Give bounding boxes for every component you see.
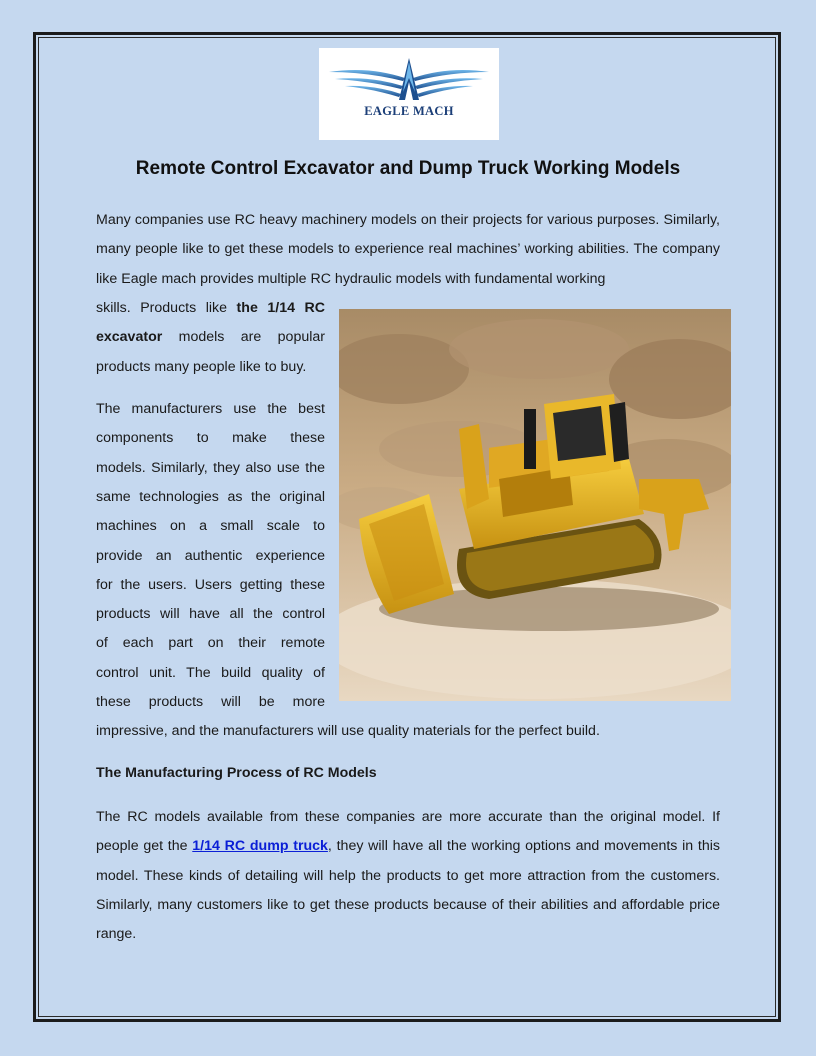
manufacturers-paragraph-end: impressive, and the manufacturers will use quality materials for the perfect build. [96, 723, 600, 739]
excavator-highlight: the 1/14 RC [236, 300, 325, 316]
intro-continuation-line-1: skills. Products like the 1/14 RC [96, 300, 325, 316]
manufacturers-paragraph-line: these products will be more [96, 694, 325, 710]
eagle-wings-icon [319, 48, 499, 140]
page-title: Remote Control Excavator and Dump Truck Working Models [135, 158, 681, 179]
manufacturers-paragraph-line: models. Similarly, they also use the [96, 459, 325, 476]
manufacturers-paragraph-line: provide an authentic experience [96, 547, 325, 564]
manufacturers-paragraph-line: of each part on their remote [96, 635, 325, 652]
eagle-mach-logo [319, 48, 499, 140]
dump-truck-link[interactable]: 1/14 RC dump truck [192, 838, 328, 855]
manufacturers-paragraph-line: same technologies as the original [96, 488, 325, 505]
manufacturers-paragraph-line: machines on a small scale to [96, 518, 325, 535]
manufacturers-paragraph-line: components to make these [96, 430, 325, 447]
manufacturers-paragraph-line: control unit. The build quality of [96, 664, 325, 681]
logo-text: EAGLE MACH [364, 104, 454, 118]
manufacturers-paragraph-line: The manufacturers use the best [96, 401, 325, 417]
intro-paragraph: Many companies use RC heavy machinery models on their projects for various purposes. Similarly, many people like to get these models to experience real machines’ working abilities. The company like Eagle mach provides multiple RC hydraulic models with fundamental working [96, 212, 720, 287]
process-paragraph: The RC models available from these companies are more accurate than the original model. If people get the 1/14 RC dump truck, they will have all the working options and movements in this model. These kinds of detailing will help the products to get more attraction from the customers. Similarly, many customers like to get these products because of their abilities and affordable price range. [96, 809, 720, 943]
manufacturers-paragraph-line: for the users. Users getting these [96, 576, 325, 593]
section-heading: The Manufacturing Process of RC Models [96, 765, 377, 781]
bulldozer-photo [339, 309, 731, 701]
intro-continuation-line-2: excavator models are popular [96, 329, 325, 345]
intro-continuation-line-3: products many people like to buy. [96, 359, 307, 375]
manufacturers-paragraph-line: products will have all the control [96, 606, 325, 623]
